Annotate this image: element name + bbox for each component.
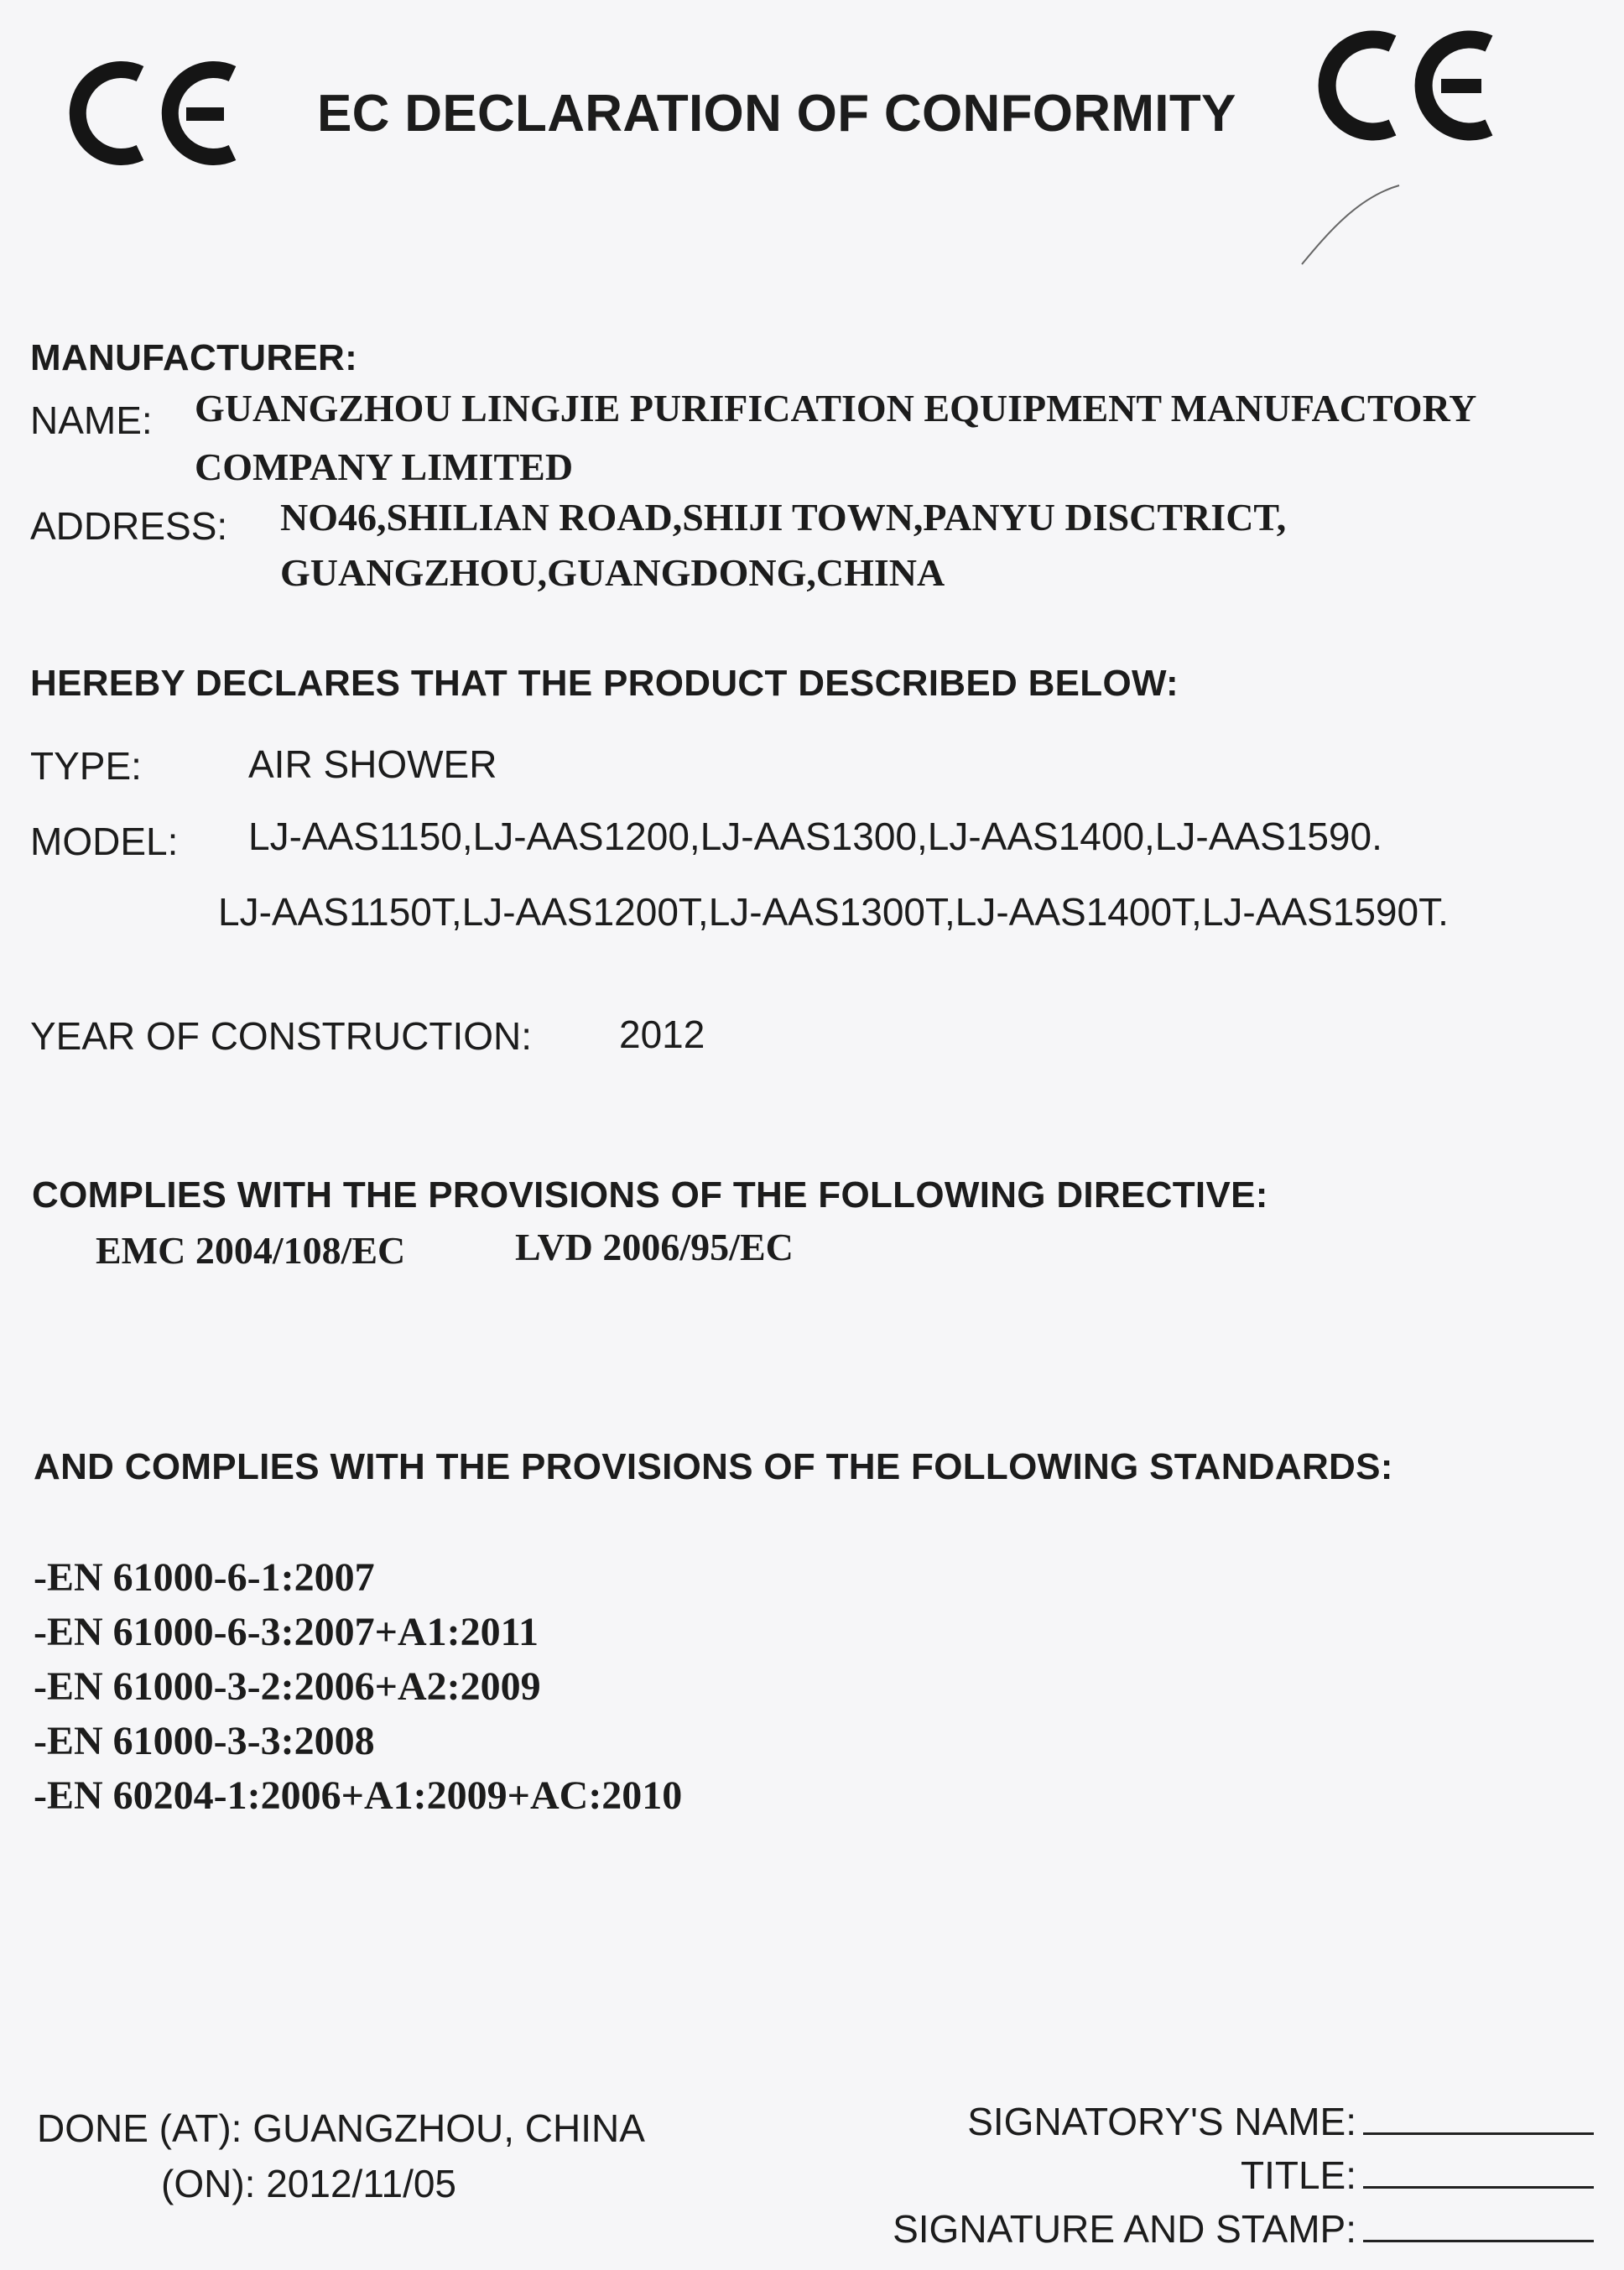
model-label: MODEL: [30, 820, 179, 863]
signature-stamp-line [1363, 2238, 1594, 2242]
model-line1: LJ-AAS1150,LJ-AAS1200,LJ-AAS1300,LJ-AAS1400,LJ-AAS1590. [248, 815, 1382, 858]
signature-row [893, 2206, 1594, 2252]
standard-item: -EN 60204-1:2006+A1:2009+AC:2010 [34, 1773, 683, 1818]
address-label: ADDRESS: [30, 504, 228, 548]
title-line [1363, 2184, 1594, 2189]
done-on-label: (ON): [161, 2162, 256, 2205]
title-row [1241, 2153, 1594, 2198]
directive-item: EMC 2004/108/EC [96, 1229, 406, 1272]
address-line2: GUANGZHOU,GUANGDONG,CHINA [280, 551, 945, 594]
type-value: AIR SHOWER [248, 742, 497, 786]
manufacturer-name-line2: COMPANY LIMITED [195, 445, 574, 488]
standards-list [34, 1550, 682, 1823]
type-label: TYPE: [30, 744, 142, 788]
signature-stamp-label: SIGNATURE AND STAMP: [893, 2207, 1356, 2251]
pen-stroke-mark [1283, 180, 1409, 273]
signatory-name-label: SIGNATORY'S NAME: [967, 2100, 1356, 2143]
done-at-value: GUANGZHOU, CHINA [252, 2106, 645, 2150]
title-label: TITLE: [1240, 2153, 1356, 2197]
manufacturer-heading: MANUFACTURER: [30, 337, 358, 378]
document-title: EC DECLARATION OF CONFORMITY [317, 85, 1236, 143]
standard-item: -EN 61000-6-3:2007+A1:2011 [34, 1610, 539, 1654]
ce-mark-left [60, 59, 253, 168]
signatory-name-line [1363, 2131, 1594, 2135]
signatory-row [967, 2099, 1594, 2144]
year-label: YEAR OF CONSTRUCTION: [30, 1014, 533, 1058]
ce-mark-right [1309, 27, 1502, 144]
address-line1: NO46,SHILIAN ROAD,SHIJI TOWN,PANYU DISCTRICT, [280, 496, 1287, 539]
done-at-row [37, 2106, 645, 2151]
standard-item: -EN 61000-3-3:2008 [34, 1719, 375, 1763]
product-heading: HEREBY DECLARES THAT THE PRODUCT DESCRIBED BELOW: [30, 663, 1179, 704]
standards-heading: AND COMPLIES WITH THE PROVISIONS OF THE FOLLOWING STANDARDS: [34, 1446, 1393, 1487]
standard-item: -EN 61000-3-2:2006+A2:2009 [34, 1664, 541, 1709]
name-label: NAME: [30, 398, 153, 442]
done-on-row [161, 2161, 456, 2206]
year-value: 2012 [619, 1013, 705, 1056]
directive-item: LVD 2006/95/EC [515, 1226, 794, 1268]
directive-heading: COMPLIES WITH THE PROVISIONS OF THE FOLLOWING DIRECTIVE: [32, 1174, 1268, 1216]
manufacturer-name-line1: GUANGZHOU LINGJIE PURIFICATION EQUIPMENT MANUFACTORY [195, 387, 1477, 430]
model-line2: LJ-AAS1150T,LJ-AAS1200T,LJ-AAS1300T,LJ-AAS1400T,LJ-AAS1590T. [218, 890, 1449, 934]
done-on-value: 2012/11/05 [266, 2162, 457, 2205]
standard-item: -EN 61000-6-1:2007 [34, 1555, 375, 1600]
done-at-label: DONE (AT): [37, 2106, 242, 2150]
